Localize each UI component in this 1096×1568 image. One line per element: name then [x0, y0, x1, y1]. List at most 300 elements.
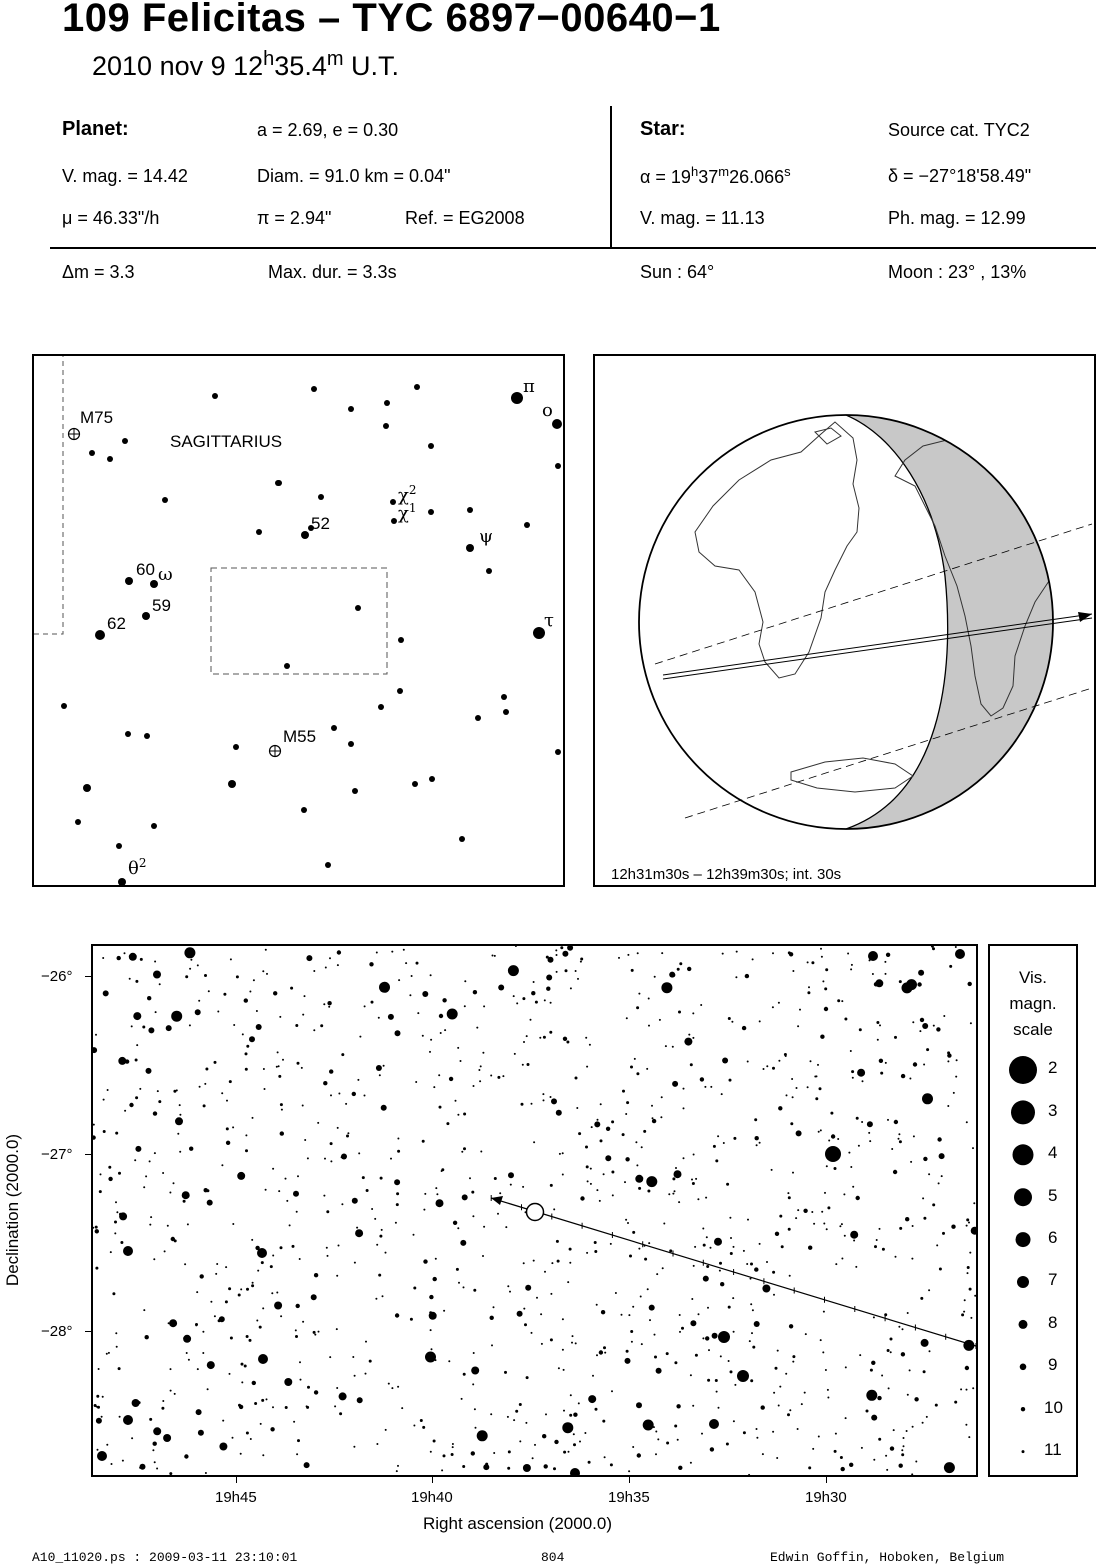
field-star	[586, 1252, 588, 1254]
field-star	[878, 1438, 881, 1441]
field-star	[584, 1432, 586, 1434]
field-star	[939, 1268, 942, 1271]
field-star	[772, 952, 774, 954]
y-tick-27: −27°	[41, 1146, 73, 1163]
field-star	[179, 1114, 181, 1116]
field-star	[497, 1213, 499, 1215]
field-star	[423, 1209, 425, 1211]
finder-star	[398, 637, 404, 643]
field-star	[886, 1469, 888, 1471]
field-star	[570, 1394, 572, 1396]
field-star	[817, 1064, 819, 1066]
field-star	[909, 1369, 911, 1371]
field-star	[910, 1161, 912, 1163]
field-star	[534, 1444, 536, 1446]
field-star	[628, 1470, 630, 1472]
label-omega: ω	[158, 564, 173, 585]
field-star	[453, 1221, 457, 1225]
field-star	[441, 1170, 443, 1172]
finder-star	[212, 393, 218, 399]
field-star	[329, 1356, 331, 1358]
field-star	[866, 1410, 869, 1413]
field-star	[824, 987, 827, 990]
field-star	[207, 1388, 209, 1390]
field-star	[380, 1177, 383, 1180]
field-star	[304, 1462, 310, 1468]
field-star	[376, 952, 378, 954]
field-star	[505, 1226, 507, 1228]
header-rule	[50, 247, 1096, 249]
field-star	[788, 1196, 791, 1199]
field-star	[751, 1332, 753, 1334]
field-star	[763, 1068, 765, 1070]
field-star	[430, 1329, 432, 1331]
field-star	[246, 1335, 249, 1338]
field-star	[357, 1079, 359, 1081]
field-star	[710, 1247, 712, 1249]
field-star	[720, 1355, 722, 1357]
field-star	[290, 987, 293, 990]
field-star	[183, 1335, 191, 1343]
field-star	[955, 1076, 957, 1078]
field-star	[632, 1306, 634, 1308]
field-star	[519, 1440, 521, 1442]
field-star	[272, 1255, 274, 1257]
field-star	[898, 1133, 900, 1135]
field-star	[490, 1316, 494, 1320]
field-star	[508, 965, 519, 976]
field-star	[777, 1350, 779, 1352]
field-star	[383, 1065, 385, 1067]
field-star	[457, 1227, 459, 1229]
field-star	[413, 1234, 415, 1236]
field-star	[355, 1229, 363, 1237]
field-star	[99, 1190, 102, 1193]
field-star	[873, 1316, 875, 1318]
field-star	[115, 1332, 117, 1334]
field-star	[901, 1453, 904, 1456]
field-star	[792, 1096, 794, 1098]
field-star	[748, 1474, 750, 1475]
field-star	[539, 1037, 541, 1039]
field-star	[195, 1009, 201, 1015]
field-star	[567, 1281, 569, 1283]
field-star	[477, 1430, 488, 1441]
field-star	[249, 991, 251, 993]
field-star	[376, 1443, 378, 1445]
field-star	[210, 1301, 212, 1303]
field-star	[483, 1005, 485, 1007]
field-star	[397, 1138, 399, 1140]
field-star	[579, 1441, 581, 1443]
field-star	[252, 1282, 254, 1284]
field-star	[327, 1001, 331, 1005]
field-star	[457, 1114, 459, 1116]
field-star	[596, 1304, 598, 1306]
field-star	[796, 1130, 802, 1136]
field-star	[899, 980, 902, 983]
field-star	[176, 1089, 178, 1091]
field-star	[93, 1135, 96, 1139]
field-star	[674, 1361, 677, 1364]
field-star	[196, 1291, 198, 1293]
field-star	[818, 1436, 820, 1438]
field-star	[302, 1321, 304, 1323]
field-star	[641, 1343, 643, 1345]
field-star	[618, 957, 620, 959]
field-star	[542, 1434, 546, 1438]
field-star	[585, 1146, 588, 1149]
field-star	[599, 1350, 603, 1354]
field-star	[482, 1052, 484, 1054]
field-star	[731, 1021, 733, 1023]
star-vmag: V. mag. = 11.13	[640, 208, 765, 228]
field-star	[462, 1194, 468, 1200]
field-star	[823, 1311, 825, 1313]
field-star	[625, 1358, 631, 1364]
field-star	[544, 1271, 546, 1273]
field-star	[169, 1319, 177, 1327]
field-star	[717, 1135, 719, 1137]
field-star	[590, 1183, 592, 1185]
field-star	[259, 1326, 262, 1329]
field-star	[646, 1176, 657, 1187]
field-star	[719, 1270, 721, 1272]
field-star	[257, 1270, 259, 1272]
field-star	[336, 1387, 338, 1389]
field-star	[129, 953, 137, 961]
field-star	[932, 947, 935, 950]
field-star	[229, 1373, 231, 1375]
field-star	[932, 1203, 935, 1206]
field-star	[588, 1461, 591, 1464]
scale-dot	[1013, 1144, 1034, 1165]
field-star	[187, 1223, 189, 1225]
field-star	[154, 1152, 156, 1154]
field-star	[563, 1037, 567, 1041]
bright-star	[570, 1468, 580, 1475]
field-star	[253, 979, 255, 981]
field-star	[973, 1202, 975, 1204]
field-star	[324, 1158, 326, 1160]
field-star	[926, 1048, 929, 1051]
field-star	[263, 1068, 265, 1070]
field-star	[820, 948, 822, 950]
field-star	[143, 1186, 145, 1188]
field-star	[655, 1431, 657, 1433]
finder-star	[524, 522, 530, 528]
field-star	[375, 1298, 377, 1300]
field-star	[95, 1226, 98, 1229]
field-star	[371, 1001, 374, 1004]
field-star	[947, 1105, 949, 1107]
field-star	[189, 1024, 191, 1026]
field-star	[789, 1409, 791, 1411]
field-star	[460, 1060, 462, 1062]
globe-canvas	[595, 356, 1094, 885]
field-star	[182, 1191, 190, 1199]
field-star	[482, 1255, 484, 1257]
field-star	[638, 993, 640, 995]
field-star	[675, 1167, 677, 1169]
finder-star	[428, 509, 434, 515]
field-star	[103, 990, 109, 996]
field-star	[812, 1448, 814, 1450]
field-star	[507, 1467, 510, 1470]
field-star	[706, 1265, 709, 1268]
field-star	[797, 1025, 799, 1027]
field-star	[654, 1356, 657, 1359]
x-tickmark	[629, 1477, 630, 1483]
field-star	[729, 1079, 732, 1082]
field-star	[546, 975, 552, 981]
field-star	[882, 1248, 885, 1251]
field-star	[752, 1309, 754, 1311]
field-star	[600, 1103, 602, 1105]
label-chi2: $\chi^2$	[398, 483, 417, 506]
field-star	[611, 1390, 613, 1392]
field-star	[346, 1135, 349, 1138]
field-star	[330, 1160, 332, 1162]
field-star	[230, 1337, 233, 1340]
finder-star	[555, 749, 561, 755]
field-star	[679, 1331, 681, 1333]
field-star	[249, 1339, 252, 1342]
field-star	[556, 1240, 559, 1243]
field-star	[849, 1463, 853, 1467]
field-star	[626, 1017, 628, 1019]
label-59: 59	[152, 596, 171, 615]
bright-star	[123, 1415, 133, 1425]
field-star	[720, 1282, 724, 1286]
field-star	[644, 1258, 647, 1261]
field-star	[879, 1024, 881, 1026]
field-star	[221, 1092, 223, 1094]
field-star	[153, 1258, 155, 1260]
field-star	[451, 1453, 454, 1456]
field-star	[196, 1409, 202, 1415]
field-star	[807, 1086, 809, 1088]
field-star	[526, 1035, 528, 1037]
field-star	[162, 1400, 164, 1402]
field-star	[912, 1225, 914, 1227]
field-star	[328, 1006, 330, 1008]
field-star	[515, 946, 517, 947]
field-star	[877, 1396, 881, 1400]
field-star	[509, 1291, 511, 1293]
field-star	[857, 1069, 865, 1077]
field-star	[202, 1331, 204, 1333]
field-star	[204, 1083, 206, 1085]
field-star	[173, 1182, 175, 1184]
field-star	[876, 1021, 879, 1024]
field-star	[385, 1429, 387, 1431]
field-star	[116, 1211, 118, 1213]
field-star	[759, 1020, 761, 1022]
field-star	[339, 1412, 342, 1415]
field-star	[164, 1250, 166, 1252]
field-star	[225, 1266, 227, 1268]
field-star	[471, 1451, 475, 1455]
field-star	[714, 1238, 722, 1246]
label-chi1: $\chi^1$	[398, 501, 417, 524]
field-star	[237, 1172, 245, 1180]
field-star	[792, 1172, 794, 1174]
x-tickmark	[826, 1477, 827, 1483]
field-star	[885, 1455, 887, 1457]
field-star	[827, 1397, 829, 1399]
field-star	[471, 1191, 474, 1194]
field-star	[907, 1394, 909, 1396]
y-tickmark	[85, 976, 91, 977]
field-star	[861, 1121, 863, 1123]
field-star	[320, 1024, 323, 1027]
field-star	[555, 949, 557, 951]
field-star	[920, 1297, 923, 1300]
field-star	[792, 1361, 794, 1363]
field-star	[523, 1041, 525, 1043]
field-star	[546, 956, 549, 959]
field-star	[296, 1453, 298, 1455]
field-star	[313, 1029, 315, 1031]
field-star	[252, 1381, 256, 1385]
finder-star	[233, 744, 239, 750]
field-star	[886, 953, 890, 957]
field-star	[272, 1406, 274, 1408]
field-star	[175, 1117, 183, 1125]
field-star	[185, 975, 188, 978]
field-star	[867, 1121, 873, 1127]
field-star	[339, 1392, 347, 1400]
field-star	[108, 1352, 110, 1354]
field-star	[707, 1379, 710, 1382]
field-star	[677, 1439, 679, 1441]
field-star	[933, 1025, 935, 1027]
field-star	[171, 1011, 182, 1022]
field-star	[299, 1258, 301, 1260]
field-star	[851, 1070, 854, 1073]
field-star	[955, 946, 957, 948]
field-star	[410, 1318, 413, 1321]
field-star	[297, 1439, 300, 1442]
field-star	[124, 1110, 126, 1112]
field-star	[385, 1252, 387, 1254]
field-star	[692, 1012, 694, 1014]
field-star	[815, 1097, 818, 1100]
field-star	[556, 971, 558, 973]
field-star	[972, 1147, 974, 1149]
field-star	[273, 991, 277, 995]
planet-vmag: V. mag. = 14.42	[62, 166, 188, 186]
field-star	[728, 1306, 731, 1309]
field-star	[701, 1433, 703, 1435]
finder-star	[331, 725, 337, 731]
field-star	[779, 1386, 781, 1388]
field-star	[968, 1222, 970, 1224]
field-star	[323, 1195, 325, 1197]
field-star	[592, 1375, 594, 1377]
field-star	[204, 974, 207, 977]
field-star	[241, 1363, 244, 1366]
field-star	[690, 1374, 692, 1376]
field-star	[805, 1333, 807, 1335]
field-star	[364, 1095, 366, 1097]
planet-parallax: π = 2.94"	[257, 208, 332, 228]
field-star	[364, 1005, 366, 1007]
field-star	[791, 1078, 793, 1080]
field-star	[531, 1103, 533, 1105]
field-star	[102, 957, 104, 959]
field-star	[391, 951, 393, 953]
field-star	[881, 1375, 883, 1377]
field-star	[580, 958, 583, 961]
field-star	[596, 1354, 598, 1356]
field-star	[442, 998, 446, 1002]
finder-star	[116, 843, 122, 849]
x-tickmark	[432, 1477, 433, 1483]
field-star	[797, 1209, 799, 1211]
footer-author: Edwin Goffin, Hoboken, Belgium	[770, 1550, 1005, 1565]
field-star	[473, 1352, 475, 1354]
field-star	[912, 1426, 914, 1428]
field-star	[700, 1004, 702, 1006]
field-star	[540, 1313, 542, 1315]
field-star	[894, 1036, 897, 1039]
field-star	[895, 1256, 897, 1258]
field-star	[311, 1294, 317, 1300]
field-star	[314, 1273, 318, 1277]
field-star	[147, 996, 151, 1000]
field-star	[656, 1368, 662, 1374]
field-star	[915, 1461, 917, 1463]
field-star	[594, 1121, 600, 1127]
field-star	[694, 1246, 696, 1248]
field-star	[135, 980, 138, 983]
field-star	[761, 1405, 765, 1409]
field-star	[431, 1348, 433, 1350]
field-star	[816, 1075, 818, 1077]
field-star	[140, 1464, 146, 1470]
field-star	[550, 1096, 552, 1098]
field-star	[926, 1416, 928, 1418]
field-star	[839, 1225, 841, 1227]
field-star	[652, 1117, 654, 1119]
field-star	[898, 1326, 900, 1328]
field-star	[692, 1182, 695, 1185]
field-star	[773, 1294, 775, 1296]
field-star	[274, 1302, 282, 1310]
star-phmag: Ph. mag. = 12.99	[888, 208, 1026, 228]
finder-star	[122, 438, 128, 444]
field-star	[378, 1274, 381, 1277]
field-star	[956, 1059, 958, 1061]
field-star	[280, 1246, 283, 1249]
field-star	[841, 1258, 843, 1260]
field-star	[381, 1229, 383, 1231]
field-star	[205, 1472, 207, 1474]
field-star	[154, 961, 156, 963]
field-star	[277, 1051, 279, 1053]
bright-star	[257, 1248, 267, 1258]
field-star	[901, 1449, 903, 1451]
field-star	[562, 1349, 564, 1351]
field-star	[661, 1096, 663, 1098]
field-star	[558, 1367, 560, 1369]
field-star	[313, 970, 315, 972]
field-star	[716, 1391, 718, 1393]
field-star	[811, 1211, 813, 1213]
field-star	[690, 1320, 696, 1326]
